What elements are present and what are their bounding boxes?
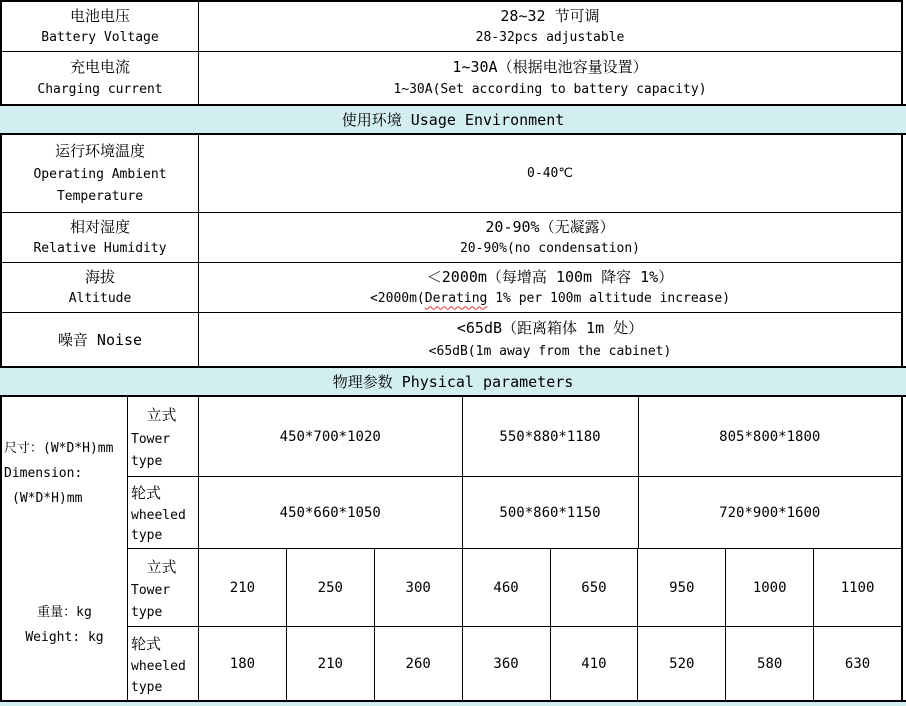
wheeled-type-en2: type (131, 679, 163, 695)
weight-wheeled-type-cell (128, 627, 199, 700)
dimension-wheeled-value-3: 720*900*1600 (719, 504, 821, 521)
section-header-usage-environment (0, 104, 906, 135)
physical-parameters-title: 物理参数 Physical parameters (332, 373, 574, 391)
weight-tower-value-6: 950 (638, 549, 726, 626)
weight-wheeled-value-1: 180 (199, 627, 287, 700)
weight-tower-value-1: 210 (199, 549, 287, 626)
charging-current-label-zh: 充电电流 (69, 58, 130, 77)
dimension-wheeled-type-cell (128, 477, 199, 548)
row-altitude (0, 263, 903, 313)
altitude-label-en: Altitude (68, 291, 132, 307)
temperature-label-en2: Temperature (56, 189, 144, 205)
altitude-value-en (370, 291, 730, 307)
altitude-label-zh: 海拔 (84, 268, 115, 287)
tower-type-zh: 立式 (146, 557, 177, 576)
tower-type-en1: Tower (131, 583, 171, 598)
humidity-label-cell (2, 213, 199, 262)
dimension-wheeled-value-2: 500*860*1150 (463, 477, 639, 548)
altitude-label-cell (2, 263, 199, 312)
weight-tower-value-7: 1000 (726, 549, 814, 626)
altitude-en-misspelled-word: Derating (424, 291, 488, 307)
weight-tower-type-cell (128, 549, 199, 626)
battery-voltage-value-cell (199, 2, 901, 51)
row-relative-humidity (0, 213, 903, 263)
noise-label-cell (2, 313, 199, 366)
section-header-physical-parameters (0, 366, 906, 397)
dimension-tower-value-2: 550*880*1180 (463, 397, 639, 476)
weight-wheeled-value-7: 580 (726, 627, 814, 700)
altitude-value-cell (199, 263, 901, 312)
charging-current-value-cell (199, 52, 901, 104)
weight-label-line1: 重量：kg (37, 604, 92, 620)
row-noise (0, 313, 903, 366)
noise-value-en: <65dB(1m away from the cabinet) (428, 343, 672, 359)
dimension-label-line2: Dimension: (4, 465, 83, 481)
charging-current-label-cell (2, 52, 199, 104)
tower-type-zh: 立式 (146, 406, 177, 424)
charging-current-value-en: 1~30A(Set according to battery capacity) (393, 82, 707, 98)
temperature-value: 0-40℃ (527, 165, 573, 181)
temperature-label-zh: 运行环境温度 (54, 141, 145, 160)
bottom-cropped-section-band (0, 700, 906, 706)
wheeled-type-en2: type (131, 528, 163, 543)
dimension-tower-row (128, 397, 901, 477)
dimension-wheeled-value-1: 450*660*1050 (199, 477, 463, 548)
dimension-tower-value-1: 450*700*1020 (199, 397, 463, 476)
weight-tower-value-8: 1100 (840, 579, 875, 596)
dimension-label-cell (2, 397, 128, 549)
tower-type-en2: type (131, 454, 163, 469)
battery-voltage-value-en: 28-32pcs adjustable (475, 30, 625, 46)
battery-voltage-label-cell (2, 2, 199, 51)
weight-label-cell (2, 549, 128, 700)
altitude-en-suffix: 1% per 100m altitude increase) (487, 291, 731, 307)
weight-group (0, 549, 903, 700)
weight-tower-value-4: 460 (463, 549, 551, 626)
wheeled-type-zh: 轮式 (131, 484, 162, 502)
noise-value-zh: <65dB（距离箱体 1m 处） (456, 319, 644, 338)
dimension-rows (128, 397, 901, 549)
weight-label-line2: Weight: kg (25, 629, 104, 645)
noise-value-cell (199, 313, 901, 366)
weight-wheeled-row (128, 627, 901, 700)
charging-current-value-zh: 1~30A（根据电池容量设置） (452, 58, 648, 77)
battery-voltage-value-zh: 28~32 节可调 (500, 7, 600, 26)
battery-voltage-label-en: Battery Voltage (41, 30, 159, 46)
weight-wheeled-value-8: 630 (844, 655, 871, 672)
weight-wheeled-value-4: 360 (463, 627, 551, 700)
row-battery-voltage (0, 0, 903, 52)
dimension-group (0, 397, 903, 549)
dimension-label-line1: 尺寸：(W*D*H)mm (4, 440, 114, 456)
temperature-label-en1: Operating Ambient (33, 166, 167, 182)
charging-current-label-en: Charging current (37, 82, 163, 98)
humidity-value-en: 20-90%(no condensation) (459, 241, 640, 257)
row-charging-current (0, 52, 903, 104)
dimension-label-line3: (W*D*H)mm (12, 490, 83, 506)
dimension-tower-value-3: 805*800*1800 (719, 428, 821, 445)
row-operating-temperature (0, 135, 903, 213)
battery-voltage-label-zh: 电池电压 (69, 7, 130, 26)
weight-rows (128, 549, 901, 700)
tower-type-en2: type (131, 604, 163, 620)
weight-wheeled-value-6: 520 (638, 627, 726, 700)
weight-wheeled-value-5: 410 (551, 627, 639, 700)
noise-label: 噪音 Noise (57, 330, 143, 349)
temperature-label-cell (2, 135, 199, 212)
weight-tower-value-2: 250 (287, 549, 375, 626)
dimension-tower-type-cell (128, 397, 199, 476)
tower-type-en1: Tower (131, 432, 171, 447)
weight-tower-value-3: 300 (375, 549, 463, 626)
weight-tower-value-5: 650 (551, 549, 639, 626)
weight-wheeled-value-3: 260 (375, 627, 463, 700)
wheeled-type-en1: wheeled (131, 508, 186, 523)
usage-environment-title: 使用环境 Usage Environment (341, 111, 565, 129)
dimension-wheeled-row (128, 477, 901, 549)
humidity-value-zh: 20-90%（无凝露） (485, 218, 615, 237)
weight-wheeled-value-2: 210 (287, 627, 375, 700)
weight-tower-row (128, 549, 901, 627)
temperature-value-cell (199, 135, 901, 212)
humidity-value-cell (199, 213, 901, 262)
wheeled-type-zh: 轮式 (131, 634, 162, 653)
altitude-en-prefix: <2000m( (369, 291, 425, 307)
humidity-label-zh: 相对湿度 (69, 218, 130, 237)
humidity-label-en: Relative Humidity (33, 241, 167, 257)
altitude-value-zh: ＜2000m（每增高 100m 降容 1%） (426, 268, 674, 287)
wheeled-type-en1: wheeled (131, 659, 186, 674)
